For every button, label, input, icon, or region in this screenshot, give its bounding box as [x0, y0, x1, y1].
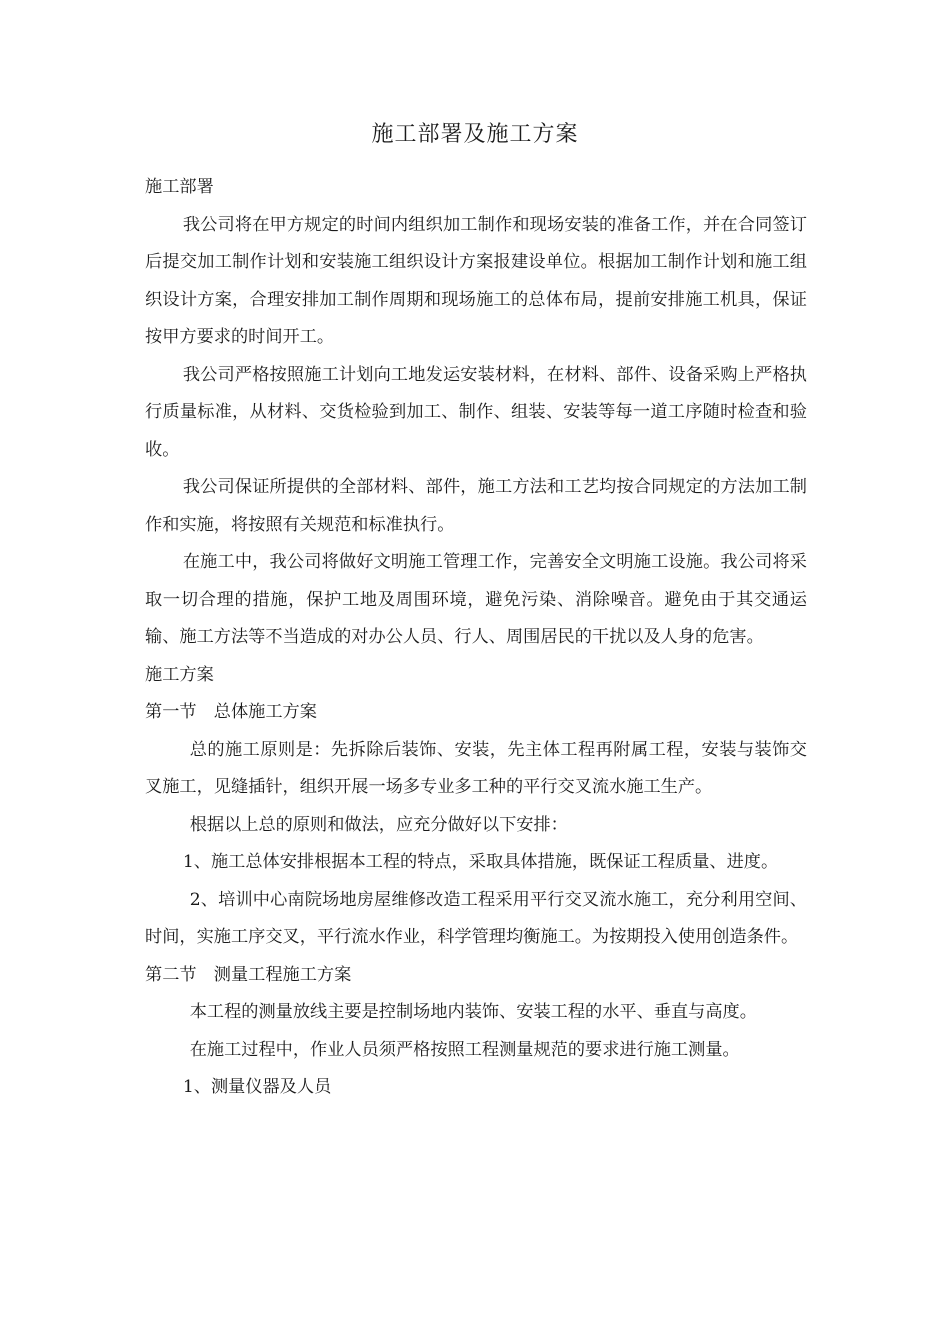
document-body: [145, 169, 807, 1107]
list-item: 1、施工总体安排根据本工程的特点，采取具体措施，既保证工程质量、进度。: [182, 852, 779, 872]
paragraph: 总的施工原则是：先拆除后装饰、安装，先主体工程再附属工程，安装与装饰交叉施工，见缝插针，组织开展一场多专业多工种的平行交叉流水施工生产。: [145, 739, 807, 797]
section-heading: 施工部署: [145, 177, 214, 197]
paragraph: 我公司保证所提供的全部材料、部件，施工方法和工艺均按合同规定的方法加工制作和实施，将按照有关规范和标准执行。: [145, 477, 807, 535]
list-item: 1、测量仪器及人员: [182, 1077, 332, 1097]
paragraph: 根据以上总的原则和做法，应充分做好以下安排：: [189, 814, 568, 835]
paragraph: 我公司将在甲方规定的时间内组织加工制作和现场安装的准备工作，并在合同签订后提交加工制作计划和安装施工组织设计方案报建设单位。根据加工制作计划和施工组织设计方案，合理安排加工制作周期和现场施工的总体布局，提前安排施工机具，保证按甲方要求的时间开工。: [145, 214, 807, 347]
subsection-heading: 第二节 测量工程施工方案: [145, 964, 352, 985]
paragraph: 在施工过程中，作业人员须严格按照工程测量规范的要求进行施工测量。: [189, 1039, 740, 1060]
subsection-heading: 第一节 总体施工方案: [145, 702, 317, 722]
paragraph: 本工程的测量放线主要是控制场地内装饰、安装工程的水平、垂直与高度。: [189, 1002, 757, 1022]
paragraph: 我公司严格按照施工计划向工地发运安装材料，在材料、部件、设备采购上严格执行质量标准，从材料、交货检验到加工、制作、组装、安装等每一道工序随时检查和验收。: [145, 364, 807, 460]
paragraph: 在施工中，我公司将做好文明施工管理工作，完善安全文明施工设施。我公司将采取一切合理的措施，保护工地及周围环境，避免污染、消除噪音。避免由于其交通运输、施工方法等不当造成的对办公人员、行人、周围居民的干扰以及人身的危害。: [145, 552, 807, 647]
section-heading: 施工方案: [145, 664, 214, 685]
list-item: 2、培训中心南院场地房屋维修改造工程采用平行交叉流水施工，充分利用空间、时间，实施工序交叉，平行流水作业，科学管理均衡施工。为按期投入使用创造条件。: [145, 889, 807, 947]
document-title: 施工部署及施工方案: [371, 122, 579, 147]
